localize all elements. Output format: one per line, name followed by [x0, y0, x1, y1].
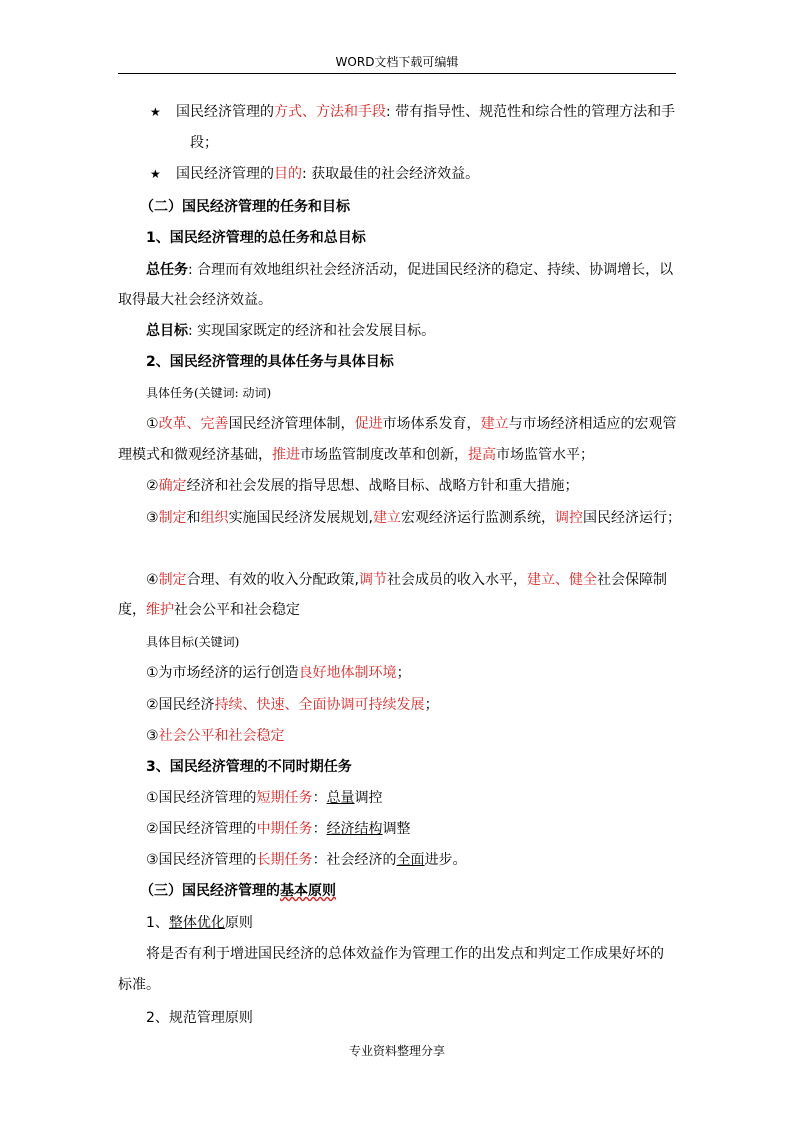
highlight-text: 建立、健全 [527, 572, 598, 588]
highlight-text: 制定 [158, 510, 187, 526]
total-task-line [146, 260, 673, 280]
text: ③国民经济管理的 [146, 852, 257, 868]
task-item-3 [146, 508, 681, 528]
highlight-text: 调控 [555, 510, 584, 526]
period-item-1 [146, 788, 383, 808]
highlight-text: 确定 [158, 478, 187, 494]
text: : 合理而有效地组织社会经济活动，促进国民经济的稳定、持续、协调增长，以 [188, 262, 674, 278]
highlight-text: 方式、方法和手段 [274, 104, 386, 120]
text: 市场监管制度改革和创新， [300, 447, 468, 463]
highlight-text: 改革、完善 [158, 416, 229, 432]
star-bullet-icon: ★ [150, 105, 161, 119]
highlight-text: 建立 [373, 510, 402, 526]
highlight-text: 社会公平和社会稳定 [158, 728, 285, 744]
total-task-line-cont: 取得最大社会经济效益。 [118, 292, 272, 308]
page-header: WORD文档下载可编辑 [335, 55, 459, 69]
header-divider [118, 73, 676, 74]
task-item-2 [146, 476, 579, 496]
highlight-text: 推进 [272, 447, 300, 463]
star-bullet-icon: ★ [150, 167, 161, 181]
text: 国民经济管理的 [176, 104, 274, 120]
text: 合理、有效的收入分配政策, [186, 572, 360, 588]
highlight-text: 短期任务 [256, 790, 313, 806]
term-label: 总任务 [146, 262, 188, 278]
text: : 带有指导性、规范性和综合性的管理方法和手 [386, 104, 676, 120]
period-item-2 [146, 819, 411, 839]
goal-item-3 [146, 726, 285, 746]
text: 市场监管水平； [496, 447, 594, 463]
text: ：社会经济的 [312, 852, 397, 868]
text: 社会公平和社会稳定 [174, 602, 300, 618]
goals-label: 具体目标(关键词) [146, 635, 240, 649]
highlight-text: 组织 [200, 510, 229, 526]
text: 实施国民经济发展规划, [228, 510, 374, 526]
subsection-heading: 1、国民经济管理的总任务和总目标 [146, 230, 366, 246]
text: ①为市场经济的运行创造 [146, 665, 299, 681]
highlight-text: 目的 [274, 166, 302, 182]
text: 宏观经济运行监测系统， [401, 510, 556, 526]
task-item-4-cont [118, 600, 300, 620]
text: ： [312, 790, 327, 806]
highlight-text: 中期任务 [256, 821, 313, 837]
text: ① [146, 416, 159, 432]
text: ； [424, 697, 439, 713]
term-label: 总目标 [146, 323, 188, 339]
goal-item-2 [146, 695, 439, 715]
underlined-text: 基本原则 [280, 883, 336, 899]
page-footer: 专业资料整理分享 [348, 1044, 445, 1058]
principle-1-text-cont: 标准。 [118, 977, 160, 993]
goal-item-1 [146, 663, 411, 683]
subsection-heading: 3、国民经济管理的不同时期任务 [146, 759, 352, 775]
text: ④ [146, 572, 159, 588]
total-goal-line [146, 321, 435, 341]
underlined-text: 总量 [326, 790, 355, 806]
highlight-text: 维护 [146, 602, 174, 618]
highlight-text: 持续、快速、全面协调可持续发展 [214, 697, 425, 713]
highlight-text: 促进 [354, 416, 383, 432]
text: ： [312, 821, 327, 837]
highlight-text: 长期任务 [256, 852, 313, 868]
underlined-text: 经济结构 [326, 821, 383, 837]
text: 调控 [354, 790, 383, 806]
section-heading [140, 881, 336, 901]
task-item-1 [146, 414, 677, 434]
text: ②国民经济 [146, 697, 215, 713]
highlight-text: 建立 [480, 416, 509, 432]
text: ③ [146, 728, 159, 744]
text: 与市场经济相适应的宏观管 [508, 416, 677, 432]
period-item-3 [146, 850, 467, 870]
task-item-1-cont [118, 445, 594, 465]
text: 国民经济管理的 [176, 166, 274, 182]
bullet-line-purpose [176, 164, 479, 184]
text: ②国民经济管理的 [146, 821, 257, 837]
subsection-heading: 2、国民经济管理的具体任务与具体目标 [146, 354, 394, 370]
text: 和 [186, 510, 201, 526]
underlined-text: 整体优化 [168, 915, 225, 931]
text: 理模式和微观经济基础， [118, 447, 272, 463]
text: 经济和社会发展的指导思想、战略目标、战略方针和重大措施； [186, 478, 579, 494]
principle-2-title: 2、规范管理原则 [146, 1010, 253, 1026]
text: 调整 [382, 821, 411, 837]
text: ①国民经济管理的 [146, 790, 257, 806]
text: 社会成员的收入水平， [387, 572, 528, 588]
text: 进步。 [424, 852, 467, 868]
text: 市场体系发育， [382, 416, 481, 432]
text: 1、 [146, 915, 169, 931]
highlight-text: 调节 [359, 572, 388, 588]
text: : 获取最佳的社会经济效益。 [302, 166, 480, 182]
highlight-text: 良好地体制环境 [298, 665, 397, 681]
section-heading: （二）国民经济管理的任务和目标 [140, 199, 350, 215]
task-item-4 [146, 570, 667, 590]
text: 度， [118, 602, 146, 618]
text: 国民经济运行； [583, 510, 682, 526]
text: ② [146, 478, 159, 494]
text: ； [396, 665, 411, 681]
principle-1-text: 将是否有利于增进国民经济的总体效益作为管理工作的出发点和判定工作成果好坏的 [146, 946, 664, 962]
principle-1-title [146, 913, 253, 933]
tasks-label: 具体任务(关键词: 动词) [146, 386, 272, 400]
bullet-line-methods-cont: 段； [190, 135, 218, 151]
text: 原则 [224, 915, 253, 931]
underlined-text: 全面 [396, 852, 425, 868]
text: （三）国民经济管理的 [140, 883, 280, 899]
bullet-line-methods [176, 102, 675, 122]
highlight-text: 提高 [468, 447, 496, 463]
text: : 实现国家既定的经济和社会发展目标。 [188, 323, 436, 339]
text: 社会保障制 [597, 572, 668, 588]
text: ③ [146, 510, 159, 526]
text: 国民经济管理体制， [228, 416, 355, 432]
highlight-text: 制定 [158, 572, 187, 588]
